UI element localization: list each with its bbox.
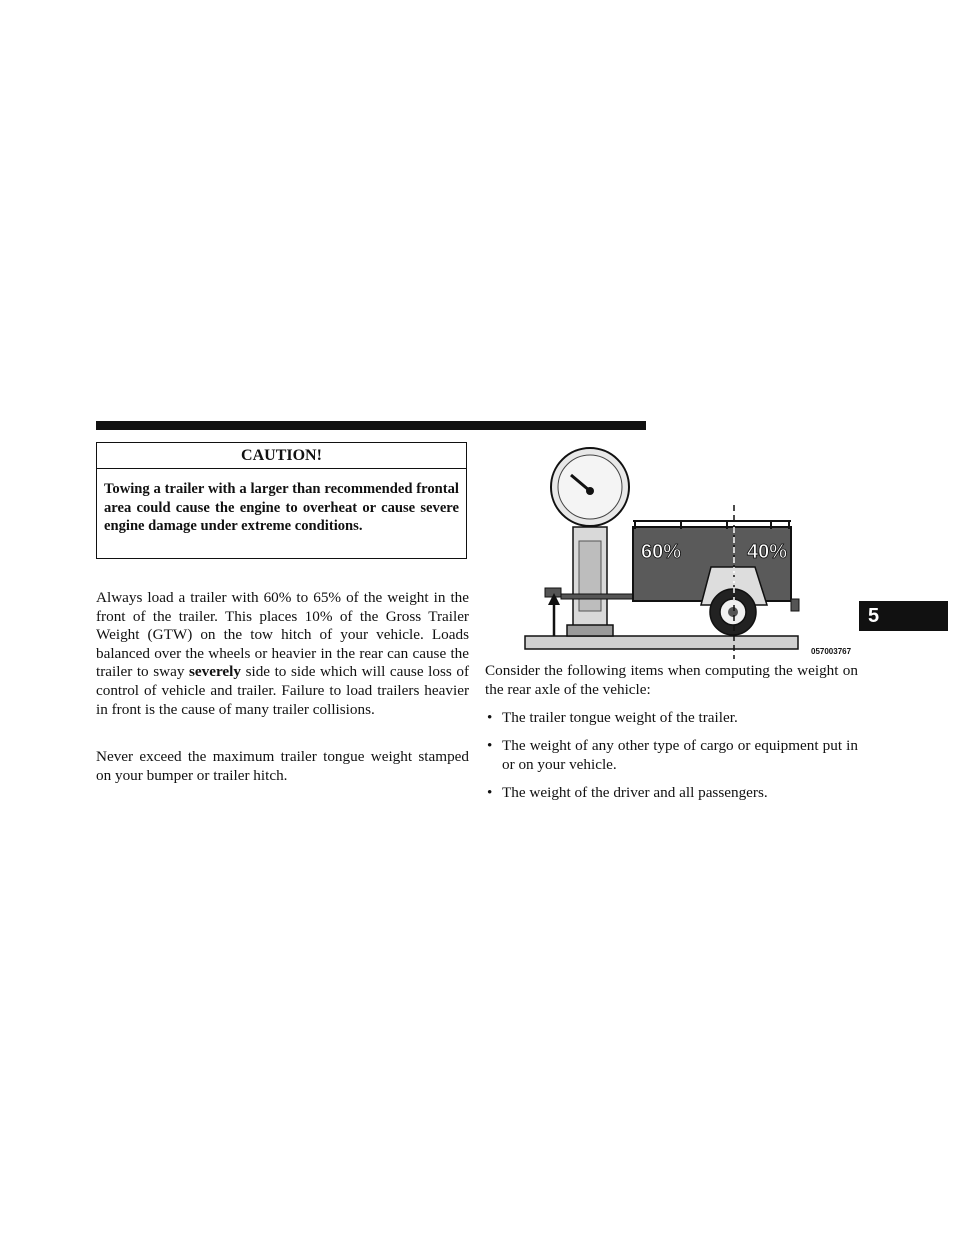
ground [525, 636, 798, 649]
caution-box [96, 442, 467, 559]
rear-weight-percent: 40% [747, 541, 788, 563]
front-weight-percent: 60% [641, 541, 682, 563]
tongue-weight-paragraph: Never exceed the maximum trailer tongue weight stamped on your bumper or trailer hitch. [96, 748, 469, 784]
scale-gauge [551, 448, 629, 526]
list-item: • The weight of the driver and all passengers. [487, 783, 768, 801]
trailer-wheel [710, 589, 756, 635]
figure-code: 057003767 [811, 647, 852, 656]
trailer-tongue [561, 594, 636, 599]
section-tab: 5 [859, 601, 948, 631]
section-top-rule [96, 421, 646, 430]
consider-paragraph: Consider the following items when computing the weight on the rear axle of the vehicle: [485, 662, 858, 698]
scale-base [567, 625, 613, 636]
load-text-after: side to side which will cause loss of control of vehicle and trailer. Failure to load trailers heavier in front is the cause of many trailer collisions. [96, 663, 469, 718]
load-text-emphasis: severely [188, 663, 241, 681]
list-item: • The trailer tongue weight of the trailer. [487, 709, 738, 726]
load-trailer-paragraph [96, 589, 469, 719]
caution-text: Towing a trailer with a larger than recommended frontal area could cause the engine to overheat or cause severe engine damage under extreme conditions. [104, 481, 459, 535]
caution-title: CAUTION! [97, 443, 466, 469]
list-item: • The weight of any other type of cargo or equipment put in or on your vehicle. [487, 737, 858, 773]
trailer-weight-illustration [523, 445, 863, 660]
load-text-before: Always load a trailer with 60% to 65% of the weight in the front of the trailer. This places 10% of the Gross Trailer Weight (GTW) on the tow hitch of your vehicle. Loads balanced over the wheels or heavier in the rear can cause the trailer to sway [96, 589, 469, 681]
rear-axle-items-list [485, 709, 858, 812]
